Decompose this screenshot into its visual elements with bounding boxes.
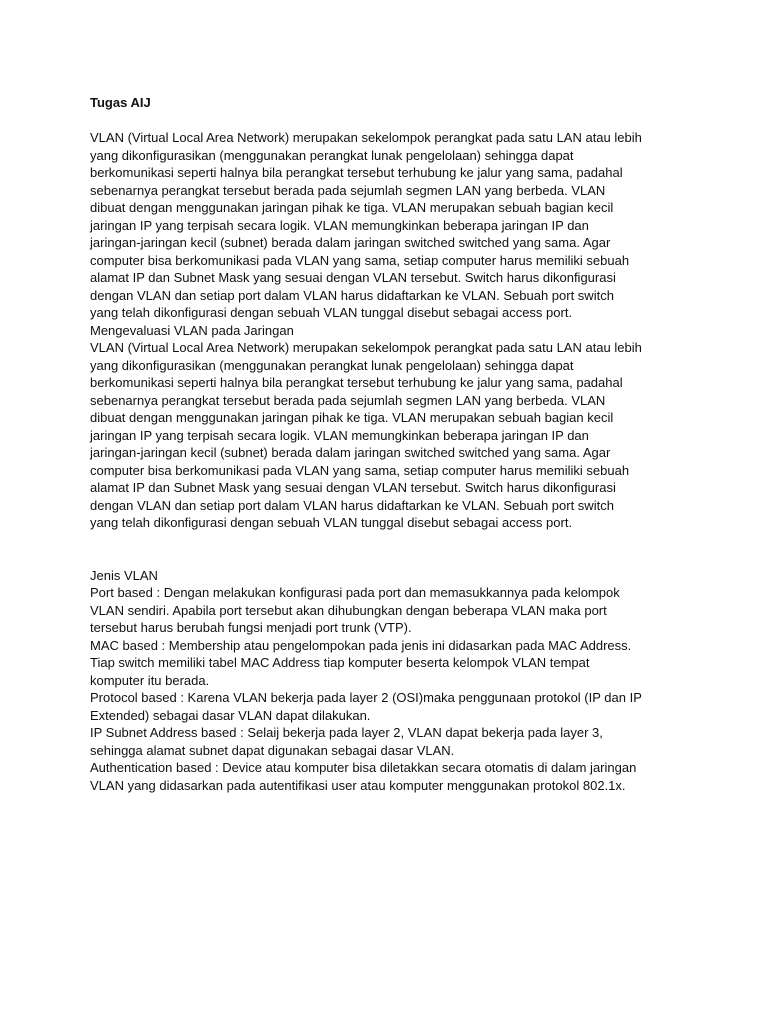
- paragraph-line: yang telah dikonfigurasi dengan sebuah VLAN tunggal disebut sebagai access port.: [90, 305, 573, 320]
- list-line: Protocol based : Karena VLAN bekerja pada layer 2 (OSI)maka penggunaan protokol (IP dan IP: [90, 690, 642, 705]
- section-gap: [90, 532, 690, 567]
- paragraph-line: yang telah dikonfigurasi dengan sebuah VLAN tunggal disebut sebagai access port.: [90, 515, 573, 530]
- paragraph-line: berkomunikasi seperti halnya bila perangkat tersebut terhubung ke jalur yang sama, padahal: [90, 375, 623, 390]
- list-line: VLAN yang didasarkan pada autentifikasi user atau komputer menggunakan protokol 802.1x.: [90, 777, 626, 793]
- paragraph-line: dibuat dengan menggunakan jaringan pihak ke tiga. VLAN merupakan sebuah bagian kecil: [90, 410, 614, 425]
- paragraph-line: VLAN (Virtual Local Area Network) merupakan sekelompok perangkat pada satu LAN atau lebih: [90, 130, 642, 145]
- list-line: IP Subnet Address based : Selaij bekerja pada layer 2, VLAN dapat bekerja pada layer 3,: [90, 725, 603, 740]
- paragraph-line: jaringan IP yang terpisah secara logik. VLAN memungkinkan beberapa jaringan IP dan: [90, 427, 589, 443]
- document-body: [90, 94, 690, 794]
- paragraph-line: sebenarnya perangkat tersebut berada pada sejumlah segmen LAN yang berbeda. VLAN: [90, 182, 606, 198]
- list-line: MAC based : Membership atau pengelompokan pada jenis ini didasarkan pada MAC Address.: [90, 637, 632, 653]
- paragraph-line: dengan VLAN dan setiap port dalam VLAN harus didaftarkan ke VLAN. Sebuah port switch: [90, 497, 614, 513]
- paragraph-line: alamat IP dan Subnet Mask yang sesuai dengan VLAN tersebut. Switch harus dikonfigurasi: [90, 480, 616, 495]
- list-line: tersebut harus berubah fungsi menjadi port trunk (VTP).: [90, 620, 412, 635]
- list-line: VLAN sendiri. Apabila port tersebut akan dihubungkan dengan beberapa VLAN maka port: [90, 602, 607, 618]
- list-line: Extended) sebagai dasar VLAN dapat dilakukan.: [90, 707, 371, 723]
- paragraph-line: berkomunikasi seperti halnya bila perangkat tersebut terhubung ke jalur yang sama, padahal: [90, 165, 623, 180]
- list-line: Port based : Dengan melakukan konfigurasi pada port dan memasukkannya pada kelompok: [90, 585, 620, 600]
- paragraph-line: computer bisa berkomunikasi pada VLAN yang sama, setiap computer harus memiliki sebuah: [90, 462, 630, 478]
- intro-section: [90, 129, 690, 532]
- list-line: Jenis VLAN: [90, 567, 158, 583]
- paragraph-line: alamat IP dan Subnet Mask yang sesuai dengan VLAN tersebut. Switch harus dikonfigurasi: [90, 270, 616, 285]
- document-title: Tugas AIJ: [90, 95, 151, 110]
- paragraph-line: dibuat dengan menggunakan jaringan pihak ke tiga. VLAN merupakan sebuah bagian kecil: [90, 200, 614, 215]
- paragraph-line: yang dikonfigurasikan (menggunakan perangkat lunak pengelolaan) sehingga dapat: [90, 147, 574, 163]
- list-line: sehingga alamat subnet dapat digunakan sebagai dasar VLAN.: [90, 742, 455, 758]
- list-line: Authentication based : Device atau komputer bisa diletakkan secara otomatis di dalam jaringan: [90, 760, 637, 775]
- paragraph-line: dengan VLAN dan setiap port dalam VLAN harus didaftarkan ke VLAN. Sebuah port switch: [90, 287, 614, 303]
- paragraph-line: VLAN (Virtual Local Area Network) merupakan sekelompok perangkat pada satu LAN atau lebih: [90, 340, 642, 355]
- list-line: komputer itu berada.: [90, 672, 210, 688]
- paragraph-line: sebenarnya perangkat tersebut berada pada sejumlah segmen LAN yang berbeda. VLAN: [90, 392, 606, 408]
- paragraph-line: jaringan-jaringan kecil (subnet) berada dalam jaringan switched switched yang sama. Agar: [90, 445, 611, 460]
- paragraph-line: computer bisa berkomunikasi pada VLAN yang sama, setiap computer harus memiliki sebuah: [90, 252, 630, 268]
- jenis-vlan-section: [90, 567, 690, 795]
- paragraph-line: jaringan IP yang terpisah secara logik. VLAN memungkinkan beberapa jaringan IP dan: [90, 217, 589, 233]
- paragraph-line: yang dikonfigurasikan (menggunakan perangkat lunak pengelolaan) sehingga dapat: [90, 357, 574, 373]
- paragraph-line: Mengevaluasi VLAN pada Jaringan: [90, 322, 294, 338]
- list-line: Tiap switch memiliki tabel MAC Address tiap komputer beserta kelompok VLAN tempat: [90, 655, 590, 670]
- paragraph-line: jaringan-jaringan kecil (subnet) berada dalam jaringan switched switched yang sama. Agar: [90, 235, 611, 250]
